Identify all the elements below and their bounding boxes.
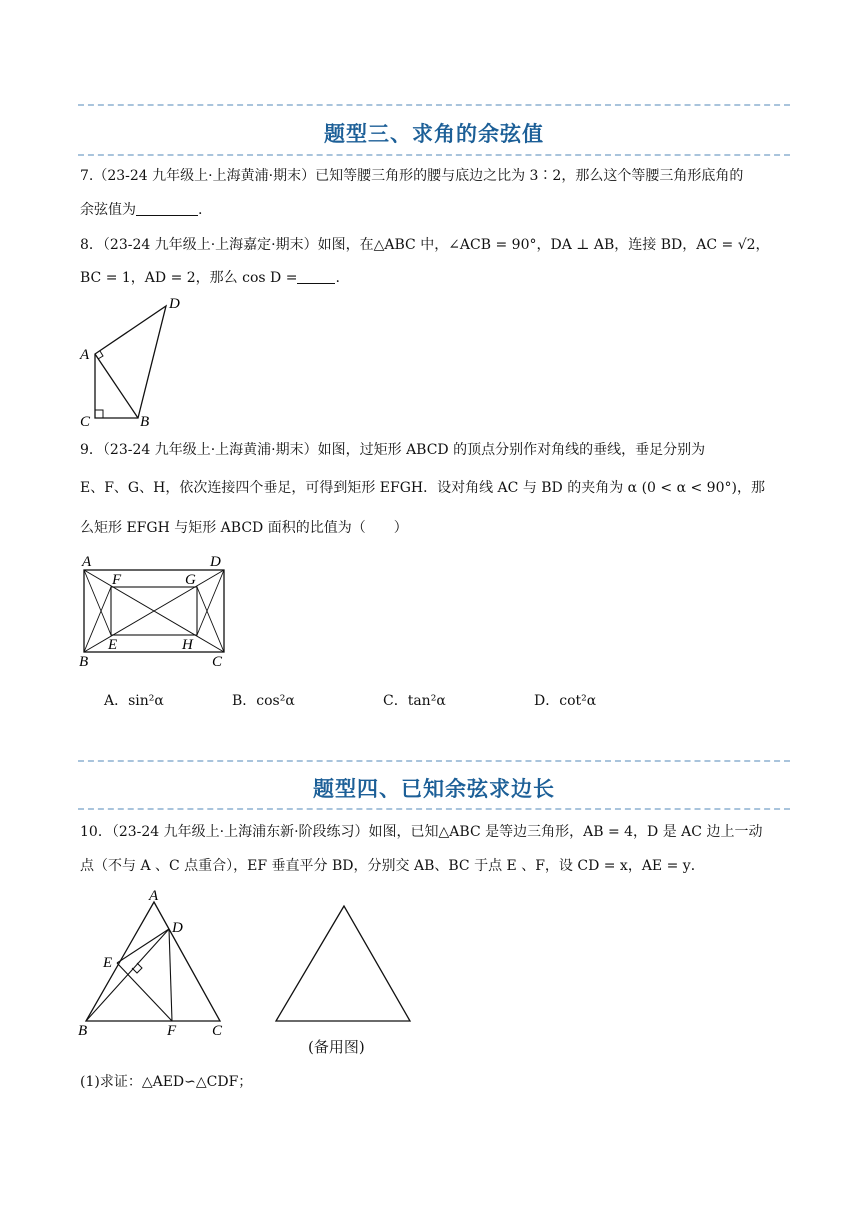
segment-df <box>169 929 172 1021</box>
label-d: D <box>172 920 183 936</box>
q8-text-line2: BC = 1，AD = 2，那么 cos D = . <box>80 270 340 286</box>
q9-text-line3: 么矩形 EFGH 与矩形 ABCD 面积的比值为（ ） <box>80 520 408 536</box>
choice-b: B．cos²α <box>232 693 295 709</box>
spare-triangle <box>276 906 410 1021</box>
right-angle-mark-c <box>95 410 103 418</box>
section-heading: 题型三、求角的余弦值 <box>324 122 544 146</box>
label-b: B <box>78 1023 88 1038</box>
choice-d: D．cot²α <box>534 693 597 709</box>
section-divider-bottom <box>78 154 790 156</box>
perpendicular-cg <box>197 587 224 652</box>
q10-figure <box>72 886 232 1038</box>
label-d: D <box>210 554 221 570</box>
q8-segment-ab <box>95 354 138 418</box>
q10-text-line2: 点（不与 A 、C 点重合），EF 垂直平分 BD，分别交 AB、BC 于点 E 、F，设 CD = x，AE = y． <box>80 858 705 874</box>
q7-text-line1: 7.（23-24 九年级上·上海黄浦·期末）已知等腰三角形的腰与底边之比为 3∶2，那么这个等腰三角形底角的 <box>80 168 744 184</box>
label-e: E <box>108 637 118 653</box>
label-b: B <box>79 654 89 670</box>
label-b: B <box>140 414 150 430</box>
q8-quadrilateral <box>95 306 166 418</box>
label-f: F <box>112 572 122 588</box>
label-a: A <box>80 347 90 363</box>
label-f: F <box>167 1023 177 1038</box>
section-divider-bottom <box>78 808 790 810</box>
q9-figure <box>74 550 234 672</box>
label-c: C <box>80 414 91 430</box>
label-a: A <box>149 888 159 904</box>
choice-c: C．tan²α <box>383 693 446 709</box>
perpendicular-bf <box>84 587 111 652</box>
q7-text-line2: 余弦值为 . <box>80 202 203 218</box>
q10-part1: (1)求证：△AED∽△CDF； <box>80 1074 253 1090</box>
label-c: C <box>212 1023 223 1038</box>
answer-blank <box>297 269 335 284</box>
label-d: D <box>169 296 180 312</box>
section-divider-top <box>78 104 790 106</box>
section-divider-top <box>78 760 790 762</box>
q10-text-line1: 10．（23-24 九年级上·上海浦东新·阶段练习）如图，已知△ABC 是等边三角形，AB = 4，D 是 AC 边上一动 <box>80 824 763 840</box>
label-g: G <box>185 572 196 588</box>
segment-bd <box>86 929 169 1021</box>
label-c: C <box>212 654 223 670</box>
spare-figure-caption: (备用图) <box>308 1038 365 1056</box>
spare-triangle-figure <box>270 900 418 1028</box>
perpendicular-dh <box>197 570 224 635</box>
choice-a: A．sin²α <box>104 693 164 709</box>
q9-text-line1: 9．（23-24 九年级上·上海黄浦·期末）如图，过矩形 ABCD 的顶点分别作对角线的垂线，垂足分别为 <box>80 442 706 458</box>
segment-ef <box>117 963 172 1021</box>
q8-text-line1: 8．（23-24 九年级上·上海嘉定·期末）如图，在△ABC 中，∠ACB = 90°，DA ⊥ AB，连接 BD，AC = √2， <box>80 237 770 253</box>
label-a: A <box>82 554 92 570</box>
answer-blank <box>136 201 198 216</box>
label-h: H <box>182 637 193 653</box>
q8-figure <box>70 292 190 432</box>
perpendicular-ae <box>84 570 111 635</box>
q9-text-line2: E、F、G、H，依次连接四个垂足，可得到矩形 EFGH．设对角线 AC 与 BD 的夹角为 α (0 < α < 90°)，那 <box>80 480 765 496</box>
section-heading: 题型四、已知余弦求边长 <box>313 777 555 801</box>
label-e: E <box>103 955 113 971</box>
